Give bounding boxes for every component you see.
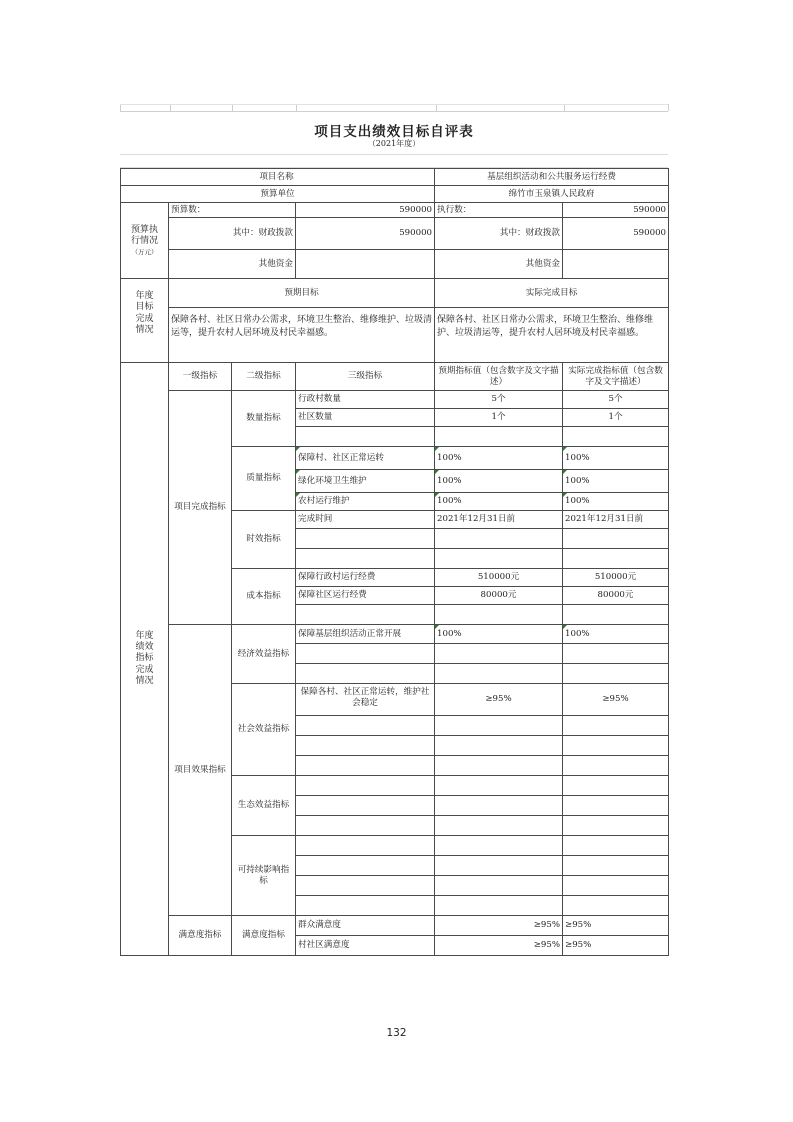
form-year: （2021年度）: [367, 139, 421, 148]
fiscal-exec-label: 其中：财政拨款: [435, 218, 563, 250]
other-funds-label: 其他资金: [169, 250, 296, 279]
annual-goal-text-row: [121, 308, 669, 363]
satisfaction-expected: ≥95%: [435, 916, 563, 936]
fiscal-label: 其中：财政拨款: [169, 218, 296, 250]
cost-indicator-label: 成本指标: [232, 569, 296, 625]
empty-cell: [296, 664, 435, 684]
table-row: [121, 625, 669, 644]
project-name-row: [121, 169, 669, 186]
empty-cell: [563, 776, 669, 796]
quality-indicator-label: 质量指标: [232, 447, 296, 511]
satisfaction-actual: ≥95%: [563, 936, 669, 956]
empty-cell: [563, 664, 669, 684]
economic-expected: 100%: [435, 625, 563, 644]
quality-name: 保障村、社区正常运转: [296, 447, 435, 470]
empty-cell: [296, 529, 435, 549]
cost-expected: 510000元: [435, 569, 563, 587]
indicator-header-row: [121, 363, 669, 391]
empty-cell: [296, 605, 435, 625]
empty-cell: [435, 427, 563, 447]
empty-cell: [296, 427, 435, 447]
table-row: [121, 391, 669, 409]
timeliness-name: 完成时间: [296, 511, 435, 529]
annual-indicator-label: [121, 363, 169, 956]
quality-name: 农村运行维护: [296, 493, 435, 511]
empty-cell: [296, 736, 435, 756]
empty-cell: [435, 876, 563, 896]
fiscal-row: [121, 218, 669, 250]
form-title: 项目支出绩效目标自评表: [314, 124, 474, 140]
satisfaction-name: 村社区满意度: [296, 936, 435, 956]
empty-cell: [563, 605, 669, 625]
social-actual: ≥95%: [563, 684, 669, 716]
empty-cell: [435, 816, 563, 836]
empty-cell: [563, 644, 669, 664]
title-area: [120, 111, 668, 154]
eco-indicator-label: 生态效益指标: [232, 776, 296, 836]
social-indicator-label: 社会效益指标: [232, 684, 296, 776]
empty-cell: [563, 756, 669, 776]
budget-unit-label: 预算单位: [121, 186, 435, 203]
quality-name: 绿化环境卫生维护: [296, 470, 435, 493]
quality-actual: 100%: [563, 493, 669, 511]
timeliness-indicator-label: 时效指标: [232, 511, 296, 569]
quantity-actual: 5个: [563, 391, 669, 409]
empty-cell: [296, 816, 435, 836]
expected-goal-text: 保障各村、社区日常办公需求，环境卫生整治、维修维护、垃圾清运等，提升农村人居环境及村民幸福感。: [169, 308, 435, 363]
effect-indicator-label: 项目效果指标: [169, 625, 232, 916]
satisfaction-sub-label: 满意度指标: [232, 916, 296, 956]
empty-cell: [296, 856, 435, 876]
cost-name: 保障行政村运行经费: [296, 569, 435, 587]
empty-cell: [435, 776, 563, 796]
empty-cell: [563, 549, 669, 569]
satisfaction-expected: ≥95%: [435, 936, 563, 956]
budget-exec-label: [121, 203, 169, 279]
expected-goal-header: 预期目标: [169, 279, 435, 308]
quantity-expected: 5个: [435, 391, 563, 409]
cost-name: 保障社区运行经费: [296, 587, 435, 605]
economic-actual: 100%: [563, 625, 669, 644]
empty-cell: [435, 529, 563, 549]
empty-cell: [296, 549, 435, 569]
empty-cell: [296, 776, 435, 796]
empty-cell: [435, 836, 563, 856]
social-expected: ≥95%: [435, 684, 563, 716]
annual-goal-header-row: [121, 279, 669, 308]
other-funds-budget: [296, 250, 435, 279]
empty-cell: [435, 796, 563, 816]
empty-cell: [296, 716, 435, 736]
spacer-row: [120, 154, 668, 168]
timeliness-actual: 2021年12月31日前: [563, 511, 669, 529]
exec-amount-value: 590000: [563, 203, 669, 218]
empty-cell: [435, 664, 563, 684]
cost-actual: 510000元: [563, 569, 669, 587]
empty-cell: [435, 716, 563, 736]
empty-cell: [435, 605, 563, 625]
actual-goal-header: 实际完成目标: [435, 279, 669, 308]
column-header-strip: [120, 104, 669, 111]
cost-expected: 80000元: [435, 587, 563, 605]
fiscal-exec-value: 590000: [563, 218, 669, 250]
quantity-name: 社区数量: [296, 409, 435, 427]
economic-indicator-label: 经济效益指标: [232, 625, 296, 684]
quantity-actual: 1个: [563, 409, 669, 427]
empty-cell: [435, 644, 563, 664]
quality-expected: 100%: [435, 470, 563, 493]
cost-actual: 80000元: [563, 587, 669, 605]
quality-expected: 100%: [435, 493, 563, 511]
empty-cell: [435, 736, 563, 756]
budget-row: [121, 203, 669, 218]
timeliness-expected: 2021年12月31日前: [435, 511, 563, 529]
empty-cell: [435, 549, 563, 569]
other-funds-exec-label: 其他资金: [435, 250, 563, 279]
quality-actual: 100%: [563, 470, 669, 493]
budget-amount-label: 预算数：: [169, 203, 296, 218]
empty-cell: [563, 816, 669, 836]
completion-indicator-label: 项目完成指标: [169, 391, 232, 625]
budget-unit-row: [121, 186, 669, 203]
empty-cell: [296, 756, 435, 776]
quality-expected: 100%: [435, 447, 563, 470]
empty-cell: [563, 529, 669, 549]
empty-cell: [435, 756, 563, 776]
budget-unit-value: 绵竹市玉泉镇人民政府: [435, 186, 669, 203]
satisfaction-name: 群众满意度: [296, 916, 435, 936]
empty-cell: [296, 896, 435, 916]
quantity-name: 行政村数量: [296, 391, 435, 409]
table-row: [121, 916, 669, 936]
form-sheet: [120, 104, 668, 956]
annual-goal-label: [121, 279, 169, 363]
empty-cell: [563, 736, 669, 756]
economic-name: 保障基层组织活动正常开展: [296, 625, 435, 644]
empty-cell: [563, 716, 669, 736]
actual-value-header: 实际完成指标值（包含数字及文字描述）: [563, 363, 669, 391]
exec-amount-label: 执行数：: [435, 203, 563, 218]
budget-unit-note: （万元）: [131, 247, 158, 256]
social-name: 保障各村、社区正常运转，维护社会稳定: [296, 684, 435, 716]
sustain-indicator-label: 可持续影响指标: [232, 836, 296, 916]
quality-actual: 100%: [563, 447, 669, 470]
empty-cell: [435, 856, 563, 876]
level2-header: 二级指标: [232, 363, 296, 391]
other-funds-exec: [563, 250, 669, 279]
empty-cell: [296, 836, 435, 856]
level1-header: 一级指标: [169, 363, 232, 391]
performance-table: [120, 168, 669, 956]
quantity-expected: 1个: [435, 409, 563, 427]
satisfaction-actual: ≥95%: [563, 916, 669, 936]
actual-goal-text: 保障各村、社区日常办公需求，环境卫生整治、维修维护、垃圾清运等，提升农村人居环境及村民幸福感。: [435, 308, 669, 363]
satisfaction-indicator-label: 满意度指标: [169, 916, 232, 956]
page-number: 132: [386, 1027, 407, 1039]
project-name-label: 项目名称: [121, 169, 435, 186]
annual-indicator-title: 年度绩效指标完成情况: [135, 630, 154, 686]
empty-cell: [563, 796, 669, 816]
empty-cell: [563, 876, 669, 896]
empty-cell: [563, 856, 669, 876]
level3-header: 三级指标: [296, 363, 435, 391]
expected-value-header: 预期指标值（包含数字及文字描述）: [435, 363, 563, 391]
empty-cell: [435, 896, 563, 916]
other-funds-row: [121, 250, 669, 279]
fiscal-budget-value: 590000: [296, 218, 435, 250]
budget-amount-value: 590000: [296, 203, 435, 218]
quantity-indicator-label: 数量指标: [232, 391, 296, 447]
empty-cell: [296, 796, 435, 816]
empty-cell: [563, 836, 669, 856]
empty-cell: [563, 896, 669, 916]
empty-cell: [296, 644, 435, 664]
budget-exec-title: 预算执行情况: [130, 225, 158, 247]
empty-cell: [563, 427, 669, 447]
project-name-value: 基层组织活动和公共服务运行经费: [435, 169, 669, 186]
empty-cell: [296, 876, 435, 896]
annual-goal-title: 年度目标完成情况: [135, 291, 154, 335]
